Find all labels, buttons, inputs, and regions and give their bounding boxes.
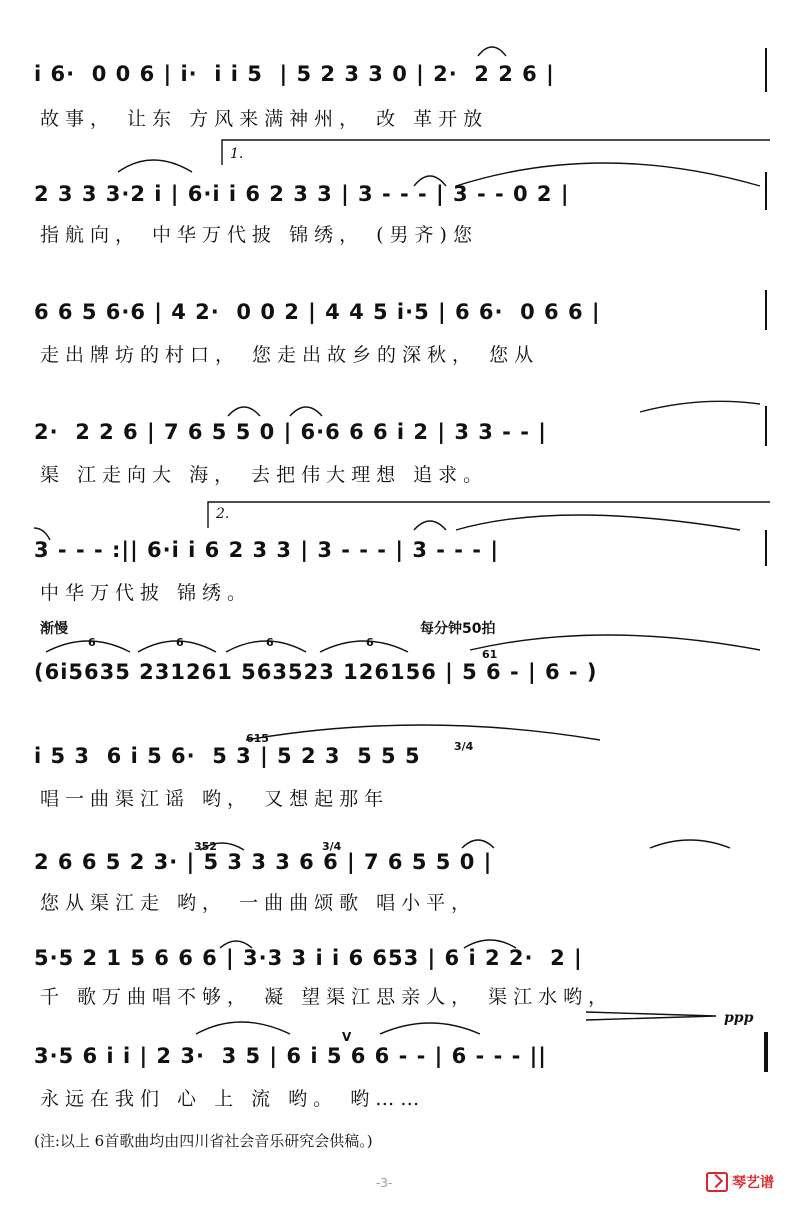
notation-line: 3 - - - :|| 6·i i 6 2 3 3 | 3 - - - | 3 - - - | bbox=[34, 538, 499, 562]
interlude-system bbox=[0, 610, 790, 700]
grace-note: 352 bbox=[194, 840, 217, 853]
grace-note: 615 bbox=[246, 732, 269, 745]
notation-line: 6 6 5 6·6 | 4 2· 0 0 2 | 4 4 5 i·5 | 6 6· 0 6 6 | bbox=[34, 300, 601, 324]
music-system bbox=[0, 930, 790, 1026]
music-system bbox=[0, 1020, 790, 1120]
notation-line: i 6· 0 0 6 | i· i i 5 | 5 2 3 3 0 | 2· 2 2 6 | bbox=[34, 62, 555, 86]
volta-2-label: 2. bbox=[216, 506, 230, 522]
notation-line: 2 6 6 5 2 3· | 5 3 3 3 6 6 | 7 6 5 5 0 | bbox=[34, 850, 493, 874]
tuplet-mark: 6 bbox=[266, 636, 274, 649]
meter-change: 3/4 bbox=[454, 740, 474, 753]
brand-logo bbox=[706, 1172, 774, 1192]
notation-line: 2· 2 2 6 | 7 6 5 5 0 | 6·6 6 6 i 2 | 3 3 - - | bbox=[34, 420, 547, 444]
lyrics-line: 渠 江走向大 海， 去把伟大理想 追求。 bbox=[40, 464, 489, 486]
footnote: (注:以上 6首歌曲均由四川省社会音乐研究会供稿。) bbox=[34, 1132, 373, 1150]
lyrics-line: 指航向， 中华万代披 锦绣， (男齐)您 bbox=[40, 224, 478, 246]
music-system bbox=[0, 500, 790, 610]
grace-note: 61 bbox=[482, 648, 498, 661]
brand-mark-icon bbox=[706, 1172, 728, 1192]
lyrics-line: 故事， 让东 方风来满神州， 改 革开放 bbox=[40, 108, 489, 130]
lyrics-line: 唱一曲渠江谣 哟， 又想起那年 bbox=[40, 788, 390, 810]
page-number: -3- bbox=[376, 1176, 393, 1190]
breath-mark: V bbox=[342, 1030, 352, 1044]
lyrics-line: 千 歌万曲唱不够， 凝 望渠江思亲人， 渠江水哟， bbox=[40, 986, 614, 1008]
notation-line: 5·5 2 1 5 6 6 6 | 3·3 3 i i 6 653 | 6 i 2 2· 2 | bbox=[34, 946, 583, 970]
dynamic-marking: ppp bbox=[724, 1010, 754, 1026]
volta-1-label: 1. bbox=[230, 146, 244, 162]
music-system bbox=[0, 140, 790, 250]
music-system bbox=[0, 270, 790, 370]
music-system bbox=[0, 830, 790, 930]
lyrics-line: 您从渠江走 哟， 一曲曲颂歌 唱小平， bbox=[40, 892, 477, 914]
notation-line: i 5 3 6 i 5 6· 5 3 | 5 2 3 5 5 5 bbox=[34, 744, 421, 768]
lyrics-line: 走出牌坊的村口， 您走出故乡的深秋， 您从 bbox=[40, 344, 540, 366]
tuplet-mark: 6 bbox=[366, 636, 374, 649]
notation-line: 3·5 6 i i | 2 3· 3 5 | 6 i 5 6 6 - - | 6 - - - || bbox=[34, 1044, 547, 1068]
notation-line: (6i5635 231261 563523 126156 | 5 6 - | 6 - ) bbox=[34, 660, 598, 684]
notation-line: 2 3 3 3·2 i | 6·i i 6 2 3 3 | 3 - - - | 3 - - 0 2 | bbox=[34, 182, 570, 206]
music-system bbox=[0, 40, 790, 130]
music-system bbox=[0, 390, 790, 490]
brand-name: 琴艺谱 bbox=[732, 1175, 774, 1191]
lyrics-line: 永远在我们 心 上 流 哟。 哟…… bbox=[40, 1088, 426, 1110]
tuplet-mark: 6 bbox=[88, 636, 96, 649]
tempo-marking: 每分钟50拍 bbox=[420, 621, 496, 637]
lyrics-line: 中华万代披 锦绣。 bbox=[40, 582, 253, 604]
meter-change: 3/4 bbox=[322, 840, 342, 853]
tuplet-mark: 6 bbox=[176, 636, 184, 649]
ritardando-marking: 渐慢 bbox=[40, 621, 68, 637]
music-system bbox=[0, 720, 790, 820]
